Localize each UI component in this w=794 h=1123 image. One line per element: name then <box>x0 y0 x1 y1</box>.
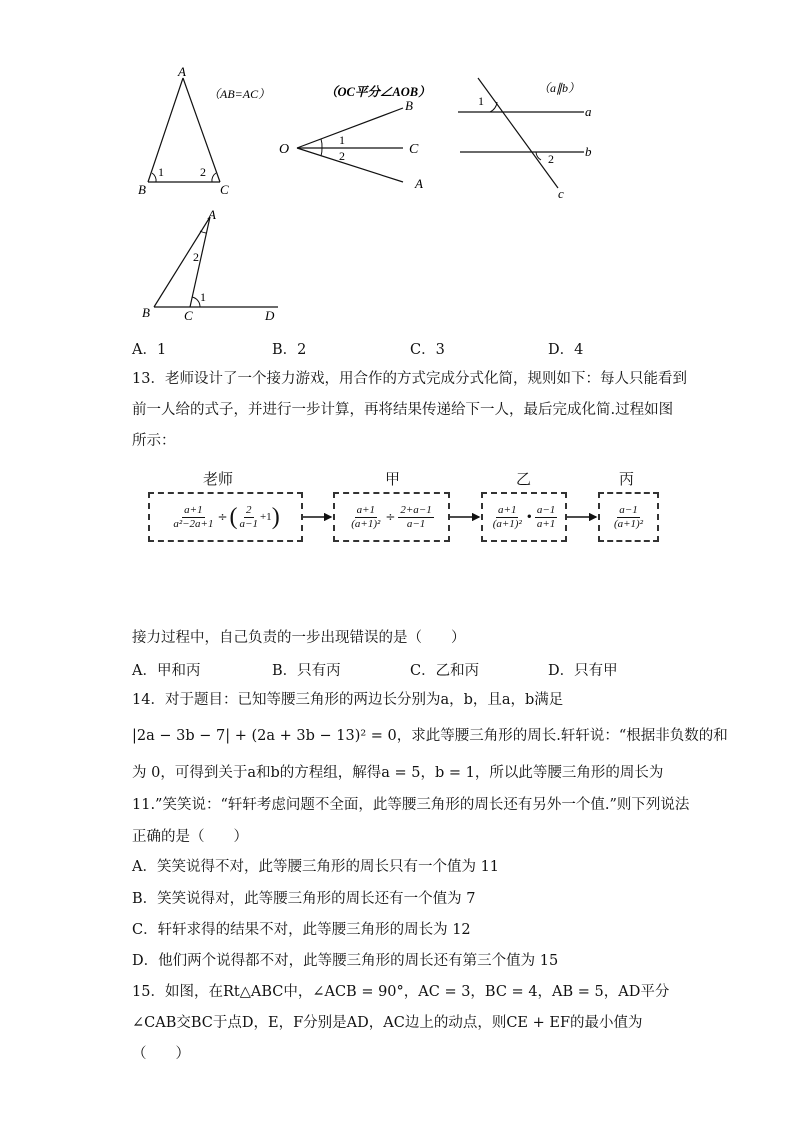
angle-2: 2 <box>200 165 206 179</box>
relay-label-teacher: 老师 <box>203 470 234 488</box>
angle-1: 1 <box>158 165 164 179</box>
frac-denominator: a−1 <box>406 517 426 530</box>
vertex-C: C <box>184 308 193 323</box>
relay-label-jia: 甲 <box>385 470 401 488</box>
q14-option-c: C．轩轩求得的结果不对，此等腰三角形的周长为 12 <box>132 922 471 938</box>
angle-2: 2 <box>548 152 554 166</box>
angle-2: 2 <box>339 149 345 163</box>
frac-denominator: a²−2a+1 <box>173 517 214 530</box>
angle-1: 1 <box>339 133 345 147</box>
q12-option-b: B．2 <box>272 342 307 358</box>
angle-1: 1 <box>200 290 206 304</box>
condition-note: （a∥b） <box>538 81 581 95</box>
q13-line-2: 前一人给的式子，并进行一步计算，再将结果传递给下一人，最后完成化简.过程如图 <box>132 402 674 418</box>
angle-2: 2 <box>193 250 199 264</box>
q14-line-1: 14．对于题目：已知等腰三角形的两边长分别为a，b，且a，b满足 <box>132 692 564 708</box>
line-b: b <box>585 144 592 159</box>
frac-numerator: a+1 <box>356 503 375 516</box>
q14-line-3: 为 0，可得到关于a和b的方程组，解得a = 5，b = 1，所以此等腰三角形的周长为 <box>132 765 664 781</box>
angle-1: 1 <box>478 94 484 108</box>
frac-numerator: a−1 <box>619 503 638 516</box>
q13-option-d: D．只有甲 <box>548 663 618 679</box>
vertex-A: A <box>208 207 216 222</box>
ray-A: A <box>415 176 423 191</box>
q13-line-3: 所示： <box>132 433 176 449</box>
vertex-O: O <box>279 142 290 157</box>
divide-sign: ÷ <box>385 510 396 524</box>
frac-denominator: a−1 <box>239 517 258 530</box>
line-a: a <box>585 104 592 119</box>
frac-numerator: a−1 <box>536 503 556 516</box>
q15-line-3: （ ） <box>132 1046 190 1062</box>
frac-denominator: (a+1)² <box>351 517 381 530</box>
frac-numerator: 2+a−1 <box>400 503 432 516</box>
q15-line-1: 15．如图，在Rt△ABC中，∠ACB = 90°，AC = 3，BC = 4，AB = 5，AD平分 <box>132 984 670 1000</box>
frac-denominator: a+1 <box>536 517 556 530</box>
condition-note: （AB=AC） <box>208 87 271 101</box>
frac-denominator: (a+1)² <box>613 517 644 530</box>
multiply-dot: • <box>525 510 533 524</box>
q12-option-a: A．1 <box>132 342 167 358</box>
relay-label-bing: 丙 <box>619 470 635 488</box>
point-D: D <box>265 308 275 323</box>
q13-option-a: A．甲和丙 <box>132 663 201 679</box>
q12-option-c: C．3 <box>410 342 445 358</box>
q13-line-1: 13．老师设计了一个接力游戏，用合作的方式完成分式化简，规则如下：每人只能看到 <box>132 371 687 387</box>
q14-option-b: B．笑笑说得对，此等腰三角形的周长还有一个值为 7 <box>132 891 476 907</box>
frac-numerator: a+1 <box>184 503 203 516</box>
frac-numerator: 2 <box>246 503 252 516</box>
condition-note: （OC平分∠AOB） <box>325 85 431 99</box>
relay-label-yi: 乙 <box>516 470 532 488</box>
q14-line-5: 正确的是（ ） <box>132 829 248 845</box>
q14-line-4: 11.”笑笑说：“轩轩考虑问题不全面，此等腰三角形的周长还有另外一个值.”则下列说法 <box>132 797 690 813</box>
divide-sign: ÷ <box>217 510 228 524</box>
q13-option-c: C．乙和丙 <box>410 663 480 679</box>
frac-denominator: (a+1)² <box>492 517 522 530</box>
q14-option-a: A．笑笑说得不对，此等腰三角形的周长只有一个值为 11 <box>132 859 500 875</box>
ray-B: B <box>405 98 413 113</box>
plus-one: +1 <box>259 511 272 523</box>
q12-option-d: D．4 <box>548 342 584 358</box>
vertex-A: A <box>178 64 186 79</box>
relay-box-teacher: $\frac{a+1}{\text{a²−2a+1}}$ ÷ ( $\frac{2}{a-1}$ +1 ) <box>148 492 303 542</box>
vertex-B: B <box>138 182 146 197</box>
frac-numerator: a+1 <box>498 503 517 516</box>
q15-line-2: ∠CAB交BC于点D，E，F分别是AD，AC边上的动点，则CE + EF的最小值为 <box>132 1015 643 1031</box>
vertex-C: C <box>220 182 229 197</box>
q14-line-2: |2a − 3b − 7| + (2a + 3b − 13)² = 0，求此等腰三角形的周长.轩轩说：“根据非负数的和 <box>132 728 728 744</box>
q13-question: 接力过程中，自己负责的一步出现错误的是（ ） <box>132 630 466 646</box>
vertex-B: B <box>142 305 150 320</box>
q13-option-b: B．只有丙 <box>272 663 341 679</box>
ray-C: C <box>409 142 419 157</box>
line-c: c <box>558 186 564 201</box>
q14-option-d: D．他们两个说得都不对，此等腰三角形的周长还有第三个值为 15 <box>132 953 559 969</box>
